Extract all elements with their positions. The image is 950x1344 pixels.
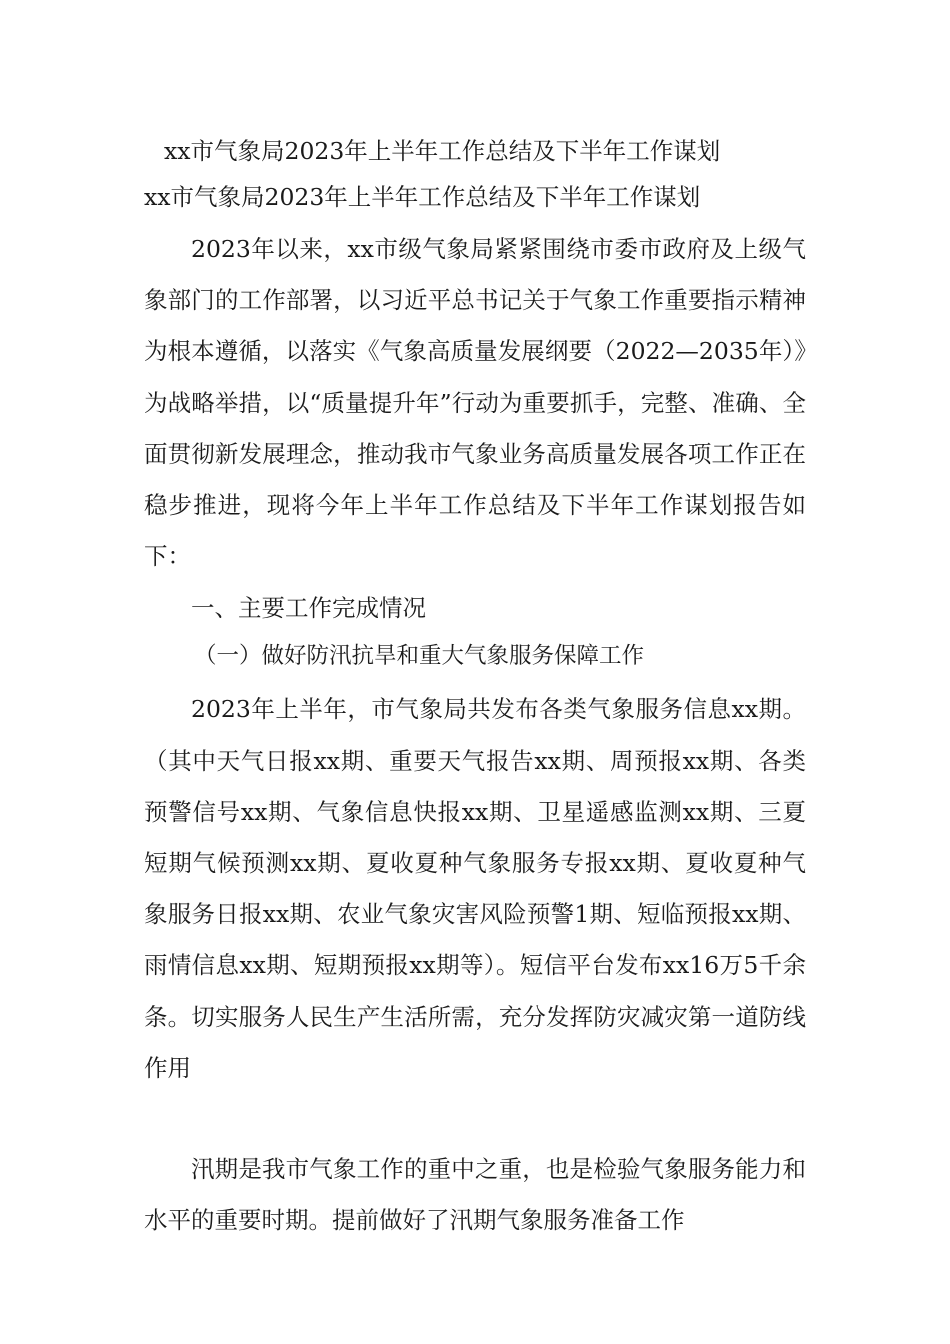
document-title: xx市气象局2023年上半年工作总结及下半年工作谋划 — [164, 137, 721, 165]
document-page — [144, 128, 806, 1246]
intro-paragraph: 2023年以来，xx市级气象局紧紧围绕市委市政府及上级气象部门的工作部署，以习近平总书记关于气象工作重要指示精神为根本遵循，以落实《气象高质量发展纲要（2022—2035年）》为战略举措，以“质量提升年”行动为重要抓手，完整、准确、全面贯彻新发展理念，推动我市气象业务高质量发展各项工作正在稳步推进，现将今年上半年工作总结及下半年工作谋划报告如下： — [144, 235, 806, 571]
subsection-heading-flood-control: （一）做好防汛抗旱和重大气象服务保障工作 — [194, 643, 645, 670]
service-info-paragraph: 2023年上半年，市气象局共发布各类气象服务信息xx期。（其中天气日报xx期、重要天气报告xx期、周预报xx期、各类预警信号xx期、气象信息快报xx期、卫星遥感监测xx期、三夏短期气候预测xx期、夏收夏种气象服务专报xx期、夏收夏种气象服务日报xx期、农业气象灾害风险预警1期、短临预报xx期、雨情信息xx期、短期预报xx期等）。短信平台发布xx16万5千余条。切实服务人民生产生活所需，充分发挥防灾减灾第一道防线作用 — [144, 695, 806, 1082]
document-title-repeat: xx市气象局2023年上半年工作总结及下半年工作谋划 — [144, 183, 701, 211]
section-heading-main-work: 一、主要工作完成情况 — [191, 594, 426, 623]
paragraph-gap — [144, 1094, 806, 1144]
flood-season-paragraph: 汛期是我市气象工作的重中之重，也是检验气象服务能力和水平的重要时期。提前做好了汛期气象服务准备工作 — [144, 1155, 806, 1235]
